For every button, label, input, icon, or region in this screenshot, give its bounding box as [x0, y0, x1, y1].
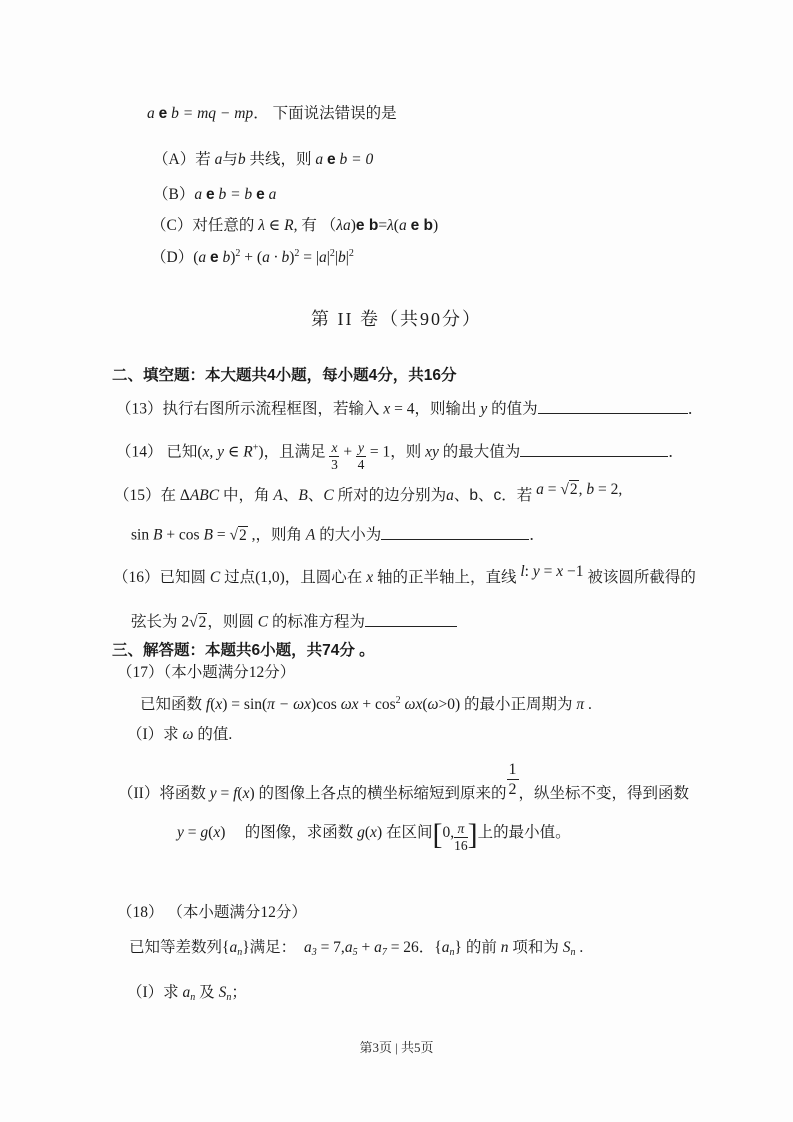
text-run: （II）将函数 [118, 785, 210, 803]
math-run: = [216, 785, 234, 803]
math-run: = 26． [386, 939, 435, 956]
blank-underline [538, 397, 688, 414]
question-16-line1 [113, 563, 696, 588]
text-run: 轴的正半轴上，直线 [373, 569, 521, 586]
math-run: S [218, 984, 227, 1001]
math-run: + ( [240, 249, 263, 266]
math-run: ) [289, 249, 295, 266]
text-run: 、 [477, 487, 494, 504]
question-12-option-a [153, 150, 373, 170]
math-run: a [446, 487, 454, 504]
math-run: π − ωx [267, 696, 311, 713]
math-run: x [556, 563, 564, 580]
math-run: a [182, 984, 191, 1001]
text-run: （B） [153, 186, 195, 203]
math-run: + [339, 443, 356, 461]
text-run: 第 II 卷（共90分） [311, 309, 482, 329]
text-run: （I）求 [127, 984, 183, 1001]
radical-sign: √ [189, 613, 198, 631]
math-run: π [576, 696, 585, 713]
math-run: a [264, 186, 277, 203]
fraction [507, 761, 519, 798]
text-run: （16）已知圆 [113, 569, 210, 586]
math-run: ω [182, 726, 194, 743]
operator-e: e b [355, 217, 379, 234]
math-run: : [524, 563, 533, 580]
math-run: x [213, 824, 221, 842]
fraction [356, 441, 366, 473]
math-run: l [520, 563, 525, 580]
text-run: 二、填空题：本大题共4小题，每小题4分，共16分 [112, 367, 457, 384]
math-run: B [152, 526, 163, 544]
text-run: ) 在区间 [376, 824, 433, 842]
math-run: y [177, 824, 184, 842]
math-run: a [229, 939, 238, 956]
math-run: A [273, 487, 283, 504]
math-run: ∈ [224, 443, 244, 461]
question-17-part2 [118, 761, 690, 809]
text-run: （D） [151, 249, 194, 266]
question-14 [116, 440, 684, 473]
math-run: λ ∈ R, [258, 217, 298, 234]
fraction [454, 822, 468, 854]
math-run: x [242, 785, 250, 803]
fraction [329, 441, 339, 473]
radicand: 2 [569, 481, 578, 498]
question-18-head [117, 903, 307, 923]
math-run: = [543, 481, 561, 498]
raised-math [520, 563, 583, 580]
math-run: ) [432, 217, 439, 234]
denominator: 4 [357, 457, 365, 473]
math-run: a [344, 939, 353, 956]
question-12-option-b [153, 185, 276, 205]
math-run: b = mq − mp [167, 105, 254, 122]
math-run: + [357, 939, 375, 956]
radical-sign: √ [229, 526, 238, 544]
math-run: λa [336, 217, 351, 234]
math-run: x [366, 569, 374, 586]
superscript: 2 [348, 248, 354, 259]
text-run: 与 [222, 151, 238, 168]
text-run: 的最大值为 [438, 443, 521, 461]
operator-e: e b [410, 217, 433, 234]
math-run: ) [230, 249, 236, 266]
subscript: n [237, 947, 243, 958]
math-run: = [539, 563, 557, 580]
math-run: −1 [563, 563, 584, 580]
text-run: ． [668, 443, 684, 461]
question-15-line2 [131, 523, 545, 546]
page-footer [0, 1040, 793, 1057]
question-17-line1 [140, 694, 592, 715]
text-run: 所对的边分别为 [333, 487, 447, 504]
text-run: 的大小为 [315, 526, 382, 544]
question-18-part1 [127, 983, 247, 1004]
brace: } [454, 939, 462, 956]
superscript: 2 [294, 248, 300, 259]
math-run: C [323, 487, 334, 504]
math-run: a [194, 186, 206, 203]
text-run: 满足： [249, 939, 304, 956]
text-run: ； [231, 984, 247, 1001]
question-12-stem [147, 104, 397, 124]
text-run: （18） （本小题满分12分） [117, 904, 307, 921]
math-run: a · b [262, 249, 290, 266]
math-run: g [357, 824, 365, 842]
text-run: 有 （ [297, 217, 337, 234]
math-run: + cos [358, 696, 396, 713]
math-run: a [147, 105, 159, 122]
math-run: ω [427, 696, 439, 713]
numerator: 1 [508, 761, 517, 778]
math-run: sin [131, 526, 153, 544]
math-run: B [298, 487, 308, 504]
text-run: = 1，则 [365, 443, 426, 461]
text-run: 的值. [193, 726, 233, 743]
math-run: ωx [400, 696, 423, 713]
question-12-option-c [151, 216, 438, 236]
math-run: ( [364, 824, 371, 842]
math-run: c [493, 487, 502, 504]
question-15-line1 [114, 481, 623, 506]
text-run: （C）对任意的 [151, 217, 259, 234]
section-volume2-title [0, 308, 793, 331]
text-run: 项和为 [508, 939, 563, 956]
math-run: f [205, 696, 211, 713]
subscript: n [449, 947, 455, 958]
denominator: 2 [508, 780, 517, 798]
text-run: 过点(1,0)，且圆心在 [220, 569, 367, 586]
math-run: = [212, 526, 230, 544]
numerator: π [454, 822, 468, 838]
text-run: 上的最小值。 [477, 824, 571, 842]
math-run: b [586, 481, 595, 498]
math-run: x [370, 824, 377, 842]
radical [189, 613, 207, 631]
radical [229, 526, 247, 544]
denominator: 16 [454, 837, 468, 853]
question-17-part1 [127, 725, 232, 745]
operator-e: e [158, 105, 168, 122]
math-run: ( [193, 249, 199, 266]
math-run: = [378, 217, 388, 234]
section-solve-header [112, 641, 375, 661]
subscript: n [190, 992, 196, 1003]
operator-e: e [256, 186, 265, 203]
text-run: 被该圆所截得的 [583, 569, 696, 586]
text-run: ) 的图像上各点的横坐标缩短到原来的 [249, 785, 507, 803]
math-run: | [334, 249, 338, 266]
math-run: + cos [162, 526, 204, 544]
math-run: R [243, 443, 253, 461]
math-run: g [200, 824, 209, 842]
section-fill-in-header [112, 366, 456, 386]
question-17-part2-cont: y = g(x) 的图像，求函数 g(x) 在区间[0, $\frac{\pi}{16}$ ]上的最小值。 [177, 818, 571, 853]
text-run: （14） 已知( [116, 443, 203, 461]
math-run: a [315, 151, 327, 168]
math-run: ( [210, 696, 216, 713]
math-run: n [500, 939, 509, 956]
math-run: y [480, 400, 488, 418]
subscript: 7 [381, 947, 387, 958]
text-run: 的标准方程为 [268, 613, 366, 631]
text-run: ． [529, 526, 545, 544]
blank-underline [381, 523, 529, 540]
text-run: 已知等差数列 [129, 939, 223, 956]
math-run: . [584, 696, 592, 713]
text-run: 中，角 [219, 487, 274, 504]
text-run: ． [687, 400, 704, 418]
text-run: ，纵坐标不变，得到函数 [518, 785, 690, 803]
text-run: ,，则角 [247, 526, 306, 544]
text-run: 的前 [461, 939, 501, 956]
math-run: , [578, 481, 587, 498]
text-run: = 4，则输出 [390, 400, 481, 418]
math-run: a [441, 939, 450, 956]
numerator: x [331, 440, 338, 456]
text-run: )，且满足 [258, 443, 330, 461]
math-run: b [237, 151, 246, 168]
brace: { [222, 939, 230, 956]
superscript: + [252, 442, 259, 454]
text-run: （13）执行右图所示流程框图，若输入 [116, 400, 384, 418]
math-run: S [562, 939, 571, 956]
math-run: a [398, 217, 411, 234]
math-run: . [575, 939, 584, 956]
denominator: 3 [331, 457, 338, 473]
math-run: = | [299, 249, 319, 266]
math-run: B [203, 526, 213, 544]
text-run: 及 [195, 984, 219, 1001]
math-run: A [305, 526, 316, 544]
math-run: | [345, 249, 349, 266]
superscript: 2 [235, 248, 241, 259]
superscript: 2 [395, 695, 401, 706]
math-run: ( [237, 785, 243, 803]
text-run: ． 下面说法错误的是 [253, 105, 397, 122]
subscript: n [570, 947, 576, 958]
math-run: a [214, 151, 223, 168]
math-run: ( [208, 824, 214, 842]
radicand: 2 [198, 613, 207, 631]
question-17-head [117, 663, 295, 683]
operator-e: e [326, 151, 336, 168]
text-run: ，则圆 [207, 613, 258, 631]
math-run: x, y [202, 443, 225, 461]
math-run: b [337, 249, 346, 266]
math-run: a [536, 481, 544, 498]
math-run: xy [425, 443, 439, 461]
superscript: 2 [329, 248, 335, 259]
page-number: 第3页 | 共5页 [359, 1040, 434, 1055]
math-run: y [209, 785, 217, 803]
math-run: ωx [340, 696, 359, 713]
numerator: y [357, 440, 364, 456]
math-run: )cos [310, 696, 341, 713]
math-run: b [469, 487, 478, 504]
text-run: ) 的图像，求函数 [220, 824, 358, 842]
blank-underline [520, 440, 668, 457]
radical [560, 480, 578, 498]
text-run: 弦长为 2 [131, 613, 190, 631]
text-run: 、 [282, 487, 299, 504]
math-run: = [183, 824, 201, 842]
text-run: （I）求 [127, 726, 183, 743]
radicand: 2 [238, 526, 247, 544]
math-run: y [532, 563, 540, 580]
brace: } [242, 939, 250, 956]
text-run: （15）在 Δ [114, 487, 190, 504]
subscript: 3 [311, 947, 317, 958]
math-run: ( [393, 217, 399, 234]
question-18-line1 [129, 938, 583, 959]
subscript: 5 [352, 947, 358, 958]
text-run: （17）（本小题满分12分） [117, 664, 296, 681]
math-run: a [318, 249, 327, 266]
math-run: a [303, 939, 312, 956]
raised-math [536, 481, 622, 498]
brace: { [434, 939, 442, 956]
text-run: 已知函数 [140, 696, 206, 713]
text-run: （A）若 [153, 151, 215, 168]
math-run: b [218, 249, 231, 266]
math-run: C [257, 613, 269, 631]
operator-e: e [205, 186, 215, 203]
math-run: ABC [189, 487, 220, 504]
operator-e: e [210, 249, 219, 266]
text-run: 的值为 [487, 400, 538, 418]
radical-sign: √ [560, 481, 569, 498]
math-run: a [198, 249, 210, 266]
question-16-line2 [131, 610, 457, 633]
math-run: ( [422, 696, 428, 713]
math-run: = 7, [316, 939, 345, 956]
text-run: 三、解答题：本题共6小题，共74分 。 [112, 642, 375, 659]
math-run: f [233, 785, 238, 803]
math-run: x [215, 696, 223, 713]
math-run: b = b [214, 186, 257, 203]
math-run: a [374, 939, 382, 956]
subscript: n [226, 992, 232, 1003]
math-run: ) [350, 217, 356, 234]
question-13 [116, 397, 703, 420]
math-run: C [209, 569, 221, 586]
text-run: ．若 [501, 487, 537, 504]
math-run: b = 0 [335, 151, 374, 168]
math-run: | [326, 249, 330, 266]
text-run: 、 [307, 487, 324, 504]
math-run: ) = sin( [222, 696, 268, 713]
math-run: = 2, [594, 481, 623, 498]
question-12-option-d [151, 247, 354, 268]
math-run: x [383, 400, 391, 418]
blank-underline [365, 610, 457, 627]
math-run: λ [387, 217, 394, 234]
text-run: >0) 的最小正周期为 [438, 696, 577, 713]
text-run: 、 [453, 487, 470, 504]
math-run: 0, [442, 824, 455, 842]
text-run: 共线，则 [245, 151, 316, 168]
